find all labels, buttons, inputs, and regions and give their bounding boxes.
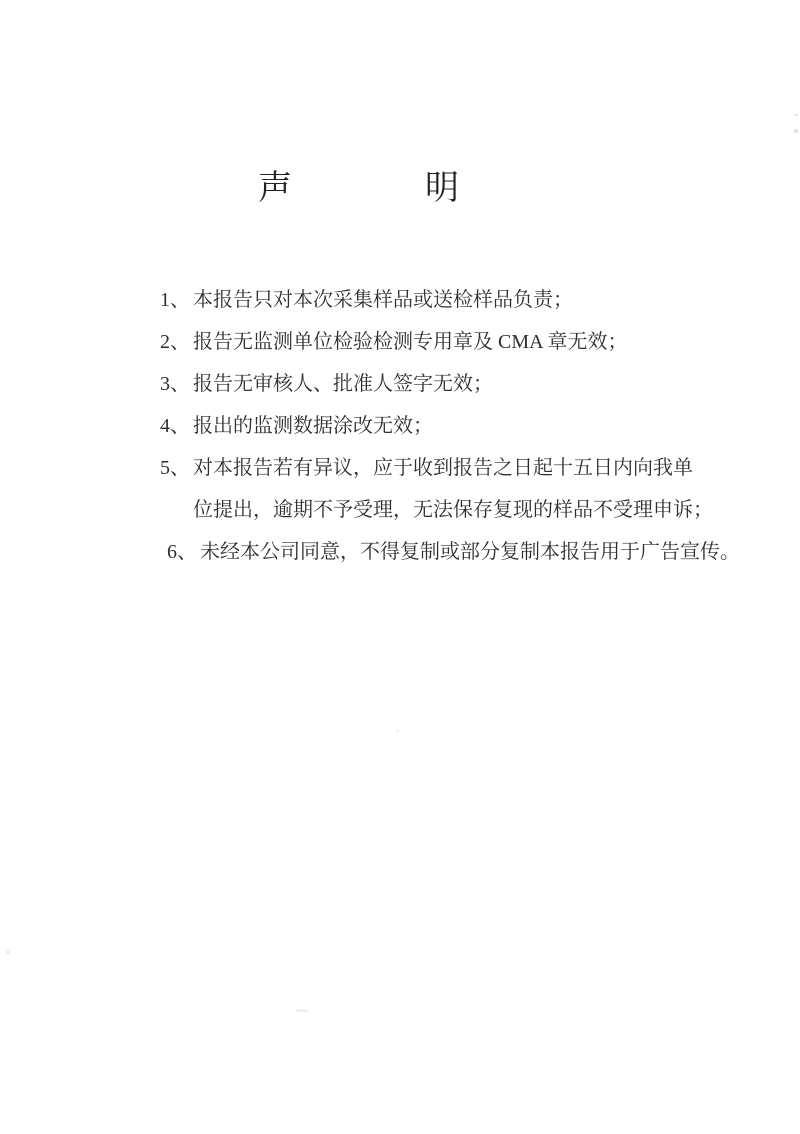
scan-speck [296, 1009, 308, 1012]
item-number: 5、 [160, 457, 190, 479]
statement-item-4 [160, 405, 720, 447]
item-text: 本报告只对本次采集样品或送检样品负责； [193, 289, 573, 311]
item-text: 报告无审核人、批准人签字无效； [193, 373, 493, 395]
item-number: 4、 [160, 415, 190, 437]
page-title: 声明 [258, 170, 592, 207]
item-number: 1、 [160, 289, 190, 311]
statement-item-1 [160, 279, 720, 321]
scan-speck [794, 129, 798, 133]
scan-speck [396, 730, 399, 732]
scan-speck [6, 951, 10, 954]
statement-item-2 [160, 321, 720, 363]
item-number: 3、 [160, 373, 190, 395]
statement-list [160, 279, 740, 573]
statement-item-6 [167, 531, 740, 573]
item-text: 报告无监测单位检验检测专用章及 CMA 章无效； [193, 331, 628, 353]
item-text: 对本报告若有异议，应于收到报告之日起十五日内向我单 [193, 457, 693, 479]
statement-item-5 [160, 447, 720, 531]
item-text: 未经本公司同意，不得复制或部分复制本报告用于广告宣传。 [200, 541, 740, 563]
item-number: 2、 [160, 331, 190, 353]
item-text-continuation: 位提出，逾期不予受理，无法保存复现的样品不受理申诉； [193, 499, 713, 521]
item-text: 报出的监测数据涂改无效； [193, 415, 433, 437]
item-number: 6、 [167, 541, 197, 563]
statement-item-3 [160, 363, 720, 405]
scan-speck [795, 114, 798, 116]
